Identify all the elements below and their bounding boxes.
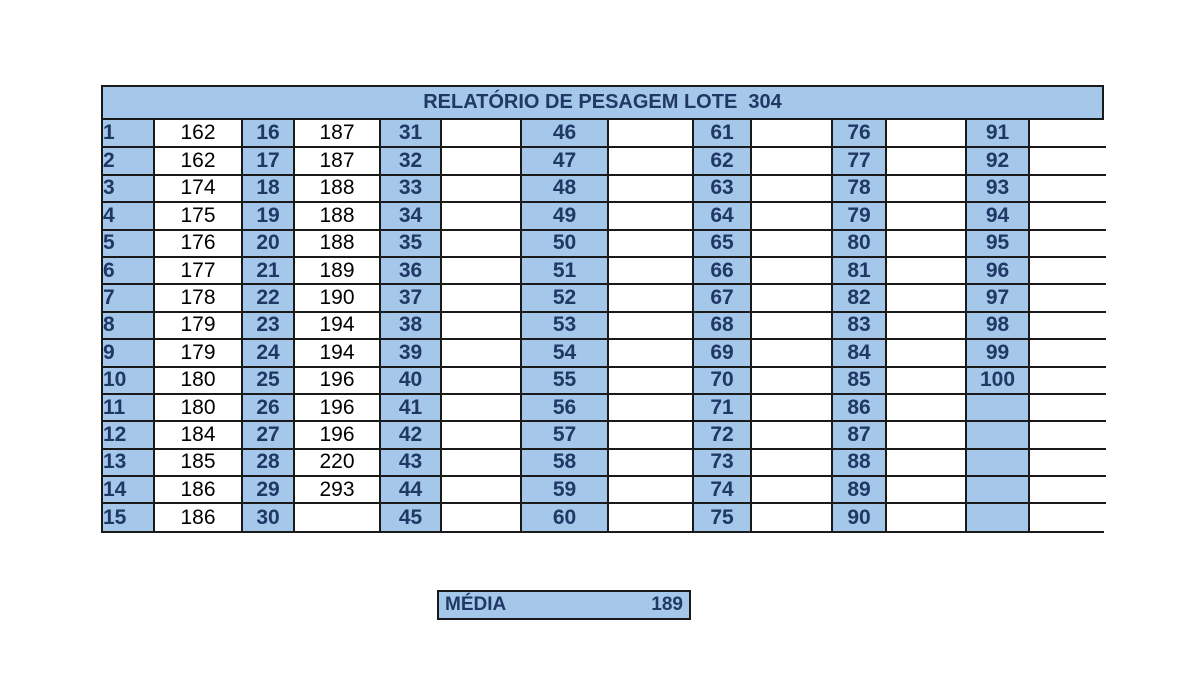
weight-cell bbox=[608, 230, 693, 257]
weight-cell bbox=[441, 367, 521, 394]
table-row bbox=[103, 476, 1106, 503]
weight-cell bbox=[1029, 120, 1106, 147]
animal-number-cell: 27 bbox=[242, 421, 294, 448]
animal-number-cell: 56 bbox=[521, 394, 608, 421]
weight-cell bbox=[1029, 312, 1106, 339]
table-row bbox=[103, 147, 1106, 174]
weight-cell bbox=[1029, 339, 1106, 366]
weight-cell: 175 bbox=[154, 202, 242, 229]
weight-cell: 188 bbox=[294, 202, 380, 229]
weight-cell: 174 bbox=[154, 175, 242, 202]
weight-cell: 188 bbox=[294, 230, 380, 257]
report-title: RELATÓRIO DE PESAGEM LOTE 304 bbox=[103, 87, 1102, 120]
table-row bbox=[103, 284, 1106, 311]
animal-number-cell: 8 bbox=[103, 312, 154, 339]
weight-cell bbox=[608, 202, 693, 229]
weight-cell: 187 bbox=[294, 147, 380, 174]
animal-number-cell: 70 bbox=[693, 367, 751, 394]
table-row bbox=[103, 503, 1106, 530]
animal-number-cell: 90 bbox=[832, 503, 886, 530]
animal-number-cell: 55 bbox=[521, 367, 608, 394]
weight-cell: 196 bbox=[294, 421, 380, 448]
weight-cell bbox=[441, 312, 521, 339]
weight-cell bbox=[751, 394, 832, 421]
animal-number-cell: 22 bbox=[242, 284, 294, 311]
weight-cell bbox=[441, 339, 521, 366]
animal-number-cell: 91 bbox=[966, 120, 1029, 147]
weight-cell: 178 bbox=[154, 284, 242, 311]
weight-cell bbox=[886, 312, 966, 339]
animal-number-cell: 35 bbox=[380, 230, 441, 257]
weight-cell bbox=[608, 476, 693, 503]
weight-cell bbox=[1029, 147, 1106, 174]
weight-cell bbox=[1029, 257, 1106, 284]
weight-cell: 185 bbox=[154, 449, 242, 476]
weight-cell bbox=[886, 284, 966, 311]
animal-number-cell: 88 bbox=[832, 449, 886, 476]
weight-cell bbox=[751, 476, 832, 503]
weight-cell: 188 bbox=[294, 175, 380, 202]
animal-number-cell: 54 bbox=[521, 339, 608, 366]
animal-number-cell: 49 bbox=[521, 202, 608, 229]
weight-cell bbox=[608, 312, 693, 339]
weight-cell bbox=[886, 339, 966, 366]
weight-cell: 162 bbox=[154, 147, 242, 174]
animal-number-cell: 12 bbox=[103, 421, 154, 448]
weight-cell: 180 bbox=[154, 394, 242, 421]
animal-number-cell: 96 bbox=[966, 257, 1029, 284]
animal-number-cell: 32 bbox=[380, 147, 441, 174]
animal-number-cell: 20 bbox=[242, 230, 294, 257]
animal-number-cell: 40 bbox=[380, 367, 441, 394]
weight-cell bbox=[294, 503, 380, 530]
animal-number-cell: 39 bbox=[380, 339, 441, 366]
weight-cell bbox=[886, 202, 966, 229]
animal-number-cell: 59 bbox=[521, 476, 608, 503]
animal-number-cell: 38 bbox=[380, 312, 441, 339]
animal-number-cell: 33 bbox=[380, 175, 441, 202]
weight-cell bbox=[608, 449, 693, 476]
animal-number-cell: 86 bbox=[832, 394, 886, 421]
animal-number-cell: 50 bbox=[521, 230, 608, 257]
animal-number-cell: 28 bbox=[242, 449, 294, 476]
animal-number-cell: 29 bbox=[242, 476, 294, 503]
weight-cell bbox=[1029, 284, 1106, 311]
table-row bbox=[103, 120, 1106, 147]
weight-cell: 189 bbox=[294, 257, 380, 284]
weight-cell: 194 bbox=[294, 339, 380, 366]
table-row bbox=[103, 230, 1106, 257]
animal-number-cell bbox=[966, 449, 1029, 476]
animal-number-cell: 3 bbox=[103, 175, 154, 202]
animal-number-cell: 99 bbox=[966, 339, 1029, 366]
weights-grid bbox=[103, 120, 1106, 531]
weight-cell bbox=[441, 257, 521, 284]
animal-number-cell: 43 bbox=[380, 449, 441, 476]
animal-number-cell: 58 bbox=[521, 449, 608, 476]
animal-number-cell: 84 bbox=[832, 339, 886, 366]
animal-number-cell: 63 bbox=[693, 175, 751, 202]
weight-cell bbox=[751, 312, 832, 339]
weight-cell bbox=[608, 120, 693, 147]
animal-number-cell: 14 bbox=[103, 476, 154, 503]
animal-number-cell: 73 bbox=[693, 449, 751, 476]
weight-cell bbox=[1029, 394, 1106, 421]
weight-cell: 293 bbox=[294, 476, 380, 503]
animal-number-cell: 60 bbox=[521, 503, 608, 530]
weight-cell: 220 bbox=[294, 449, 380, 476]
weight-cell bbox=[751, 421, 832, 448]
weight-cell bbox=[1029, 449, 1106, 476]
weight-cell bbox=[751, 503, 832, 530]
animal-number-cell: 81 bbox=[832, 257, 886, 284]
weight-cell: 177 bbox=[154, 257, 242, 284]
weight-cell bbox=[751, 202, 832, 229]
average-box bbox=[437, 590, 691, 620]
weight-cell bbox=[886, 147, 966, 174]
average-value: 189 bbox=[651, 594, 683, 615]
table-row bbox=[103, 312, 1106, 339]
animal-number-cell: 51 bbox=[521, 257, 608, 284]
weight-cell: 190 bbox=[294, 284, 380, 311]
animal-number-cell: 89 bbox=[832, 476, 886, 503]
animal-number-cell: 61 bbox=[693, 120, 751, 147]
animal-number-cell: 80 bbox=[832, 230, 886, 257]
animal-number-cell: 98 bbox=[966, 312, 1029, 339]
weight-cell bbox=[608, 421, 693, 448]
weight-cell bbox=[1029, 421, 1106, 448]
animal-number-cell bbox=[966, 394, 1029, 421]
table-row bbox=[103, 449, 1106, 476]
animal-number-cell: 46 bbox=[521, 120, 608, 147]
weight-cell: 179 bbox=[154, 339, 242, 366]
animal-number-cell: 23 bbox=[242, 312, 294, 339]
weighing-report-table bbox=[101, 85, 1104, 533]
animal-number-cell: 30 bbox=[242, 503, 294, 530]
table-row bbox=[103, 367, 1106, 394]
weight-cell: 186 bbox=[154, 476, 242, 503]
weight-cell bbox=[608, 394, 693, 421]
animal-number-cell: 75 bbox=[693, 503, 751, 530]
animal-number-cell: 74 bbox=[693, 476, 751, 503]
animal-number-cell bbox=[966, 476, 1029, 503]
animal-number-cell: 36 bbox=[380, 257, 441, 284]
weight-cell bbox=[1029, 202, 1106, 229]
weight-cell bbox=[441, 284, 521, 311]
weight-cell: 176 bbox=[154, 230, 242, 257]
animal-number-cell: 6 bbox=[103, 257, 154, 284]
weight-cell bbox=[1029, 230, 1106, 257]
animal-number-cell: 45 bbox=[380, 503, 441, 530]
animal-number-cell: 93 bbox=[966, 175, 1029, 202]
animal-number-cell: 25 bbox=[242, 367, 294, 394]
animal-number-cell: 26 bbox=[242, 394, 294, 421]
weight-cell bbox=[886, 449, 966, 476]
animal-number-cell bbox=[966, 421, 1029, 448]
animal-number-cell: 18 bbox=[242, 175, 294, 202]
animal-number-cell: 65 bbox=[693, 230, 751, 257]
weight-cell bbox=[608, 367, 693, 394]
animal-number-cell: 72 bbox=[693, 421, 751, 448]
weight-cell: 196 bbox=[294, 367, 380, 394]
animal-number-cell: 13 bbox=[103, 449, 154, 476]
animal-number-cell: 11 bbox=[103, 394, 154, 421]
weight-cell: 180 bbox=[154, 367, 242, 394]
animal-number-cell: 87 bbox=[832, 421, 886, 448]
animal-number-cell: 57 bbox=[521, 421, 608, 448]
weight-cell: 194 bbox=[294, 312, 380, 339]
weight-cell bbox=[608, 257, 693, 284]
animal-number-cell: 19 bbox=[242, 202, 294, 229]
animal-number-cell: 97 bbox=[966, 284, 1029, 311]
animal-number-cell: 76 bbox=[832, 120, 886, 147]
weight-cell bbox=[608, 503, 693, 530]
weight-cell: 186 bbox=[154, 503, 242, 530]
weight-cell bbox=[886, 367, 966, 394]
animal-number-cell: 16 bbox=[242, 120, 294, 147]
weight-cell bbox=[441, 230, 521, 257]
weight-cell: 187 bbox=[294, 120, 380, 147]
weight-cell: 184 bbox=[154, 421, 242, 448]
weight-cell bbox=[751, 284, 832, 311]
weight-cell: 196 bbox=[294, 394, 380, 421]
animal-number-cell: 48 bbox=[521, 175, 608, 202]
animal-number-cell: 64 bbox=[693, 202, 751, 229]
animal-number-cell: 24 bbox=[242, 339, 294, 366]
animal-number-cell: 94 bbox=[966, 202, 1029, 229]
animal-number-cell: 66 bbox=[693, 257, 751, 284]
weight-cell bbox=[751, 120, 832, 147]
animal-number-cell: 2 bbox=[103, 147, 154, 174]
weight-cell bbox=[886, 503, 966, 530]
weight-cell bbox=[441, 120, 521, 147]
weight-cell bbox=[441, 503, 521, 530]
table-row bbox=[103, 421, 1106, 448]
animal-number-cell: 4 bbox=[103, 202, 154, 229]
animal-number-cell: 69 bbox=[693, 339, 751, 366]
weight-cell bbox=[441, 394, 521, 421]
animal-number-cell: 53 bbox=[521, 312, 608, 339]
table-row bbox=[103, 339, 1106, 366]
animal-number-cell: 71 bbox=[693, 394, 751, 421]
animal-number-cell: 92 bbox=[966, 147, 1029, 174]
animal-number-cell bbox=[966, 503, 1029, 530]
animal-number-cell: 21 bbox=[242, 257, 294, 284]
weight-cell bbox=[1029, 367, 1106, 394]
animal-number-cell: 83 bbox=[832, 312, 886, 339]
weight-cell bbox=[608, 147, 693, 174]
weight-cell bbox=[441, 449, 521, 476]
weight-cell bbox=[751, 367, 832, 394]
animal-number-cell: 85 bbox=[832, 367, 886, 394]
animal-number-cell: 95 bbox=[966, 230, 1029, 257]
weight-cell bbox=[608, 284, 693, 311]
animal-number-cell: 78 bbox=[832, 175, 886, 202]
weight-cell bbox=[886, 175, 966, 202]
weight-cell bbox=[886, 394, 966, 421]
weight-cell bbox=[751, 339, 832, 366]
weight-cell: 179 bbox=[154, 312, 242, 339]
weight-cell bbox=[441, 175, 521, 202]
weight-cell bbox=[886, 120, 966, 147]
table-row bbox=[103, 257, 1106, 284]
animal-number-cell: 62 bbox=[693, 147, 751, 174]
animal-number-cell: 82 bbox=[832, 284, 886, 311]
weight-cell bbox=[886, 230, 966, 257]
weight-cell bbox=[751, 230, 832, 257]
weight-cell bbox=[886, 476, 966, 503]
weight-cell bbox=[441, 147, 521, 174]
animal-number-cell: 17 bbox=[242, 147, 294, 174]
weight-cell bbox=[886, 257, 966, 284]
weight-cell bbox=[751, 147, 832, 174]
animal-number-cell: 7 bbox=[103, 284, 154, 311]
animal-number-cell: 1 bbox=[103, 120, 154, 147]
weight-cell bbox=[441, 476, 521, 503]
animal-number-cell: 52 bbox=[521, 284, 608, 311]
weight-cell bbox=[608, 175, 693, 202]
animal-number-cell: 77 bbox=[832, 147, 886, 174]
weight-cell bbox=[608, 339, 693, 366]
weight-cell bbox=[441, 202, 521, 229]
weight-cell bbox=[1029, 476, 1106, 503]
weight-cell bbox=[1029, 503, 1106, 530]
animal-number-cell: 37 bbox=[380, 284, 441, 311]
weight-cell bbox=[751, 257, 832, 284]
table-row bbox=[103, 175, 1106, 202]
average-label: MÉDIA bbox=[445, 594, 507, 615]
animal-number-cell: 31 bbox=[380, 120, 441, 147]
animal-number-cell: 100 bbox=[966, 367, 1029, 394]
weight-cell bbox=[1029, 175, 1106, 202]
animal-number-cell: 68 bbox=[693, 312, 751, 339]
animal-number-cell: 5 bbox=[103, 230, 154, 257]
animal-number-cell: 34 bbox=[380, 202, 441, 229]
weight-cell bbox=[751, 449, 832, 476]
table-row bbox=[103, 202, 1106, 229]
animal-number-cell: 41 bbox=[380, 394, 441, 421]
weight-cell bbox=[751, 175, 832, 202]
weight-cell bbox=[441, 421, 521, 448]
animal-number-cell: 9 bbox=[103, 339, 154, 366]
animal-number-cell: 42 bbox=[380, 421, 441, 448]
animal-number-cell: 47 bbox=[521, 147, 608, 174]
animal-number-cell: 79 bbox=[832, 202, 886, 229]
animal-number-cell: 15 bbox=[103, 503, 154, 530]
animal-number-cell: 10 bbox=[103, 367, 154, 394]
animal-number-cell: 67 bbox=[693, 284, 751, 311]
weight-cell bbox=[886, 421, 966, 448]
table-row bbox=[103, 394, 1106, 421]
weight-cell: 162 bbox=[154, 120, 242, 147]
animal-number-cell: 44 bbox=[380, 476, 441, 503]
